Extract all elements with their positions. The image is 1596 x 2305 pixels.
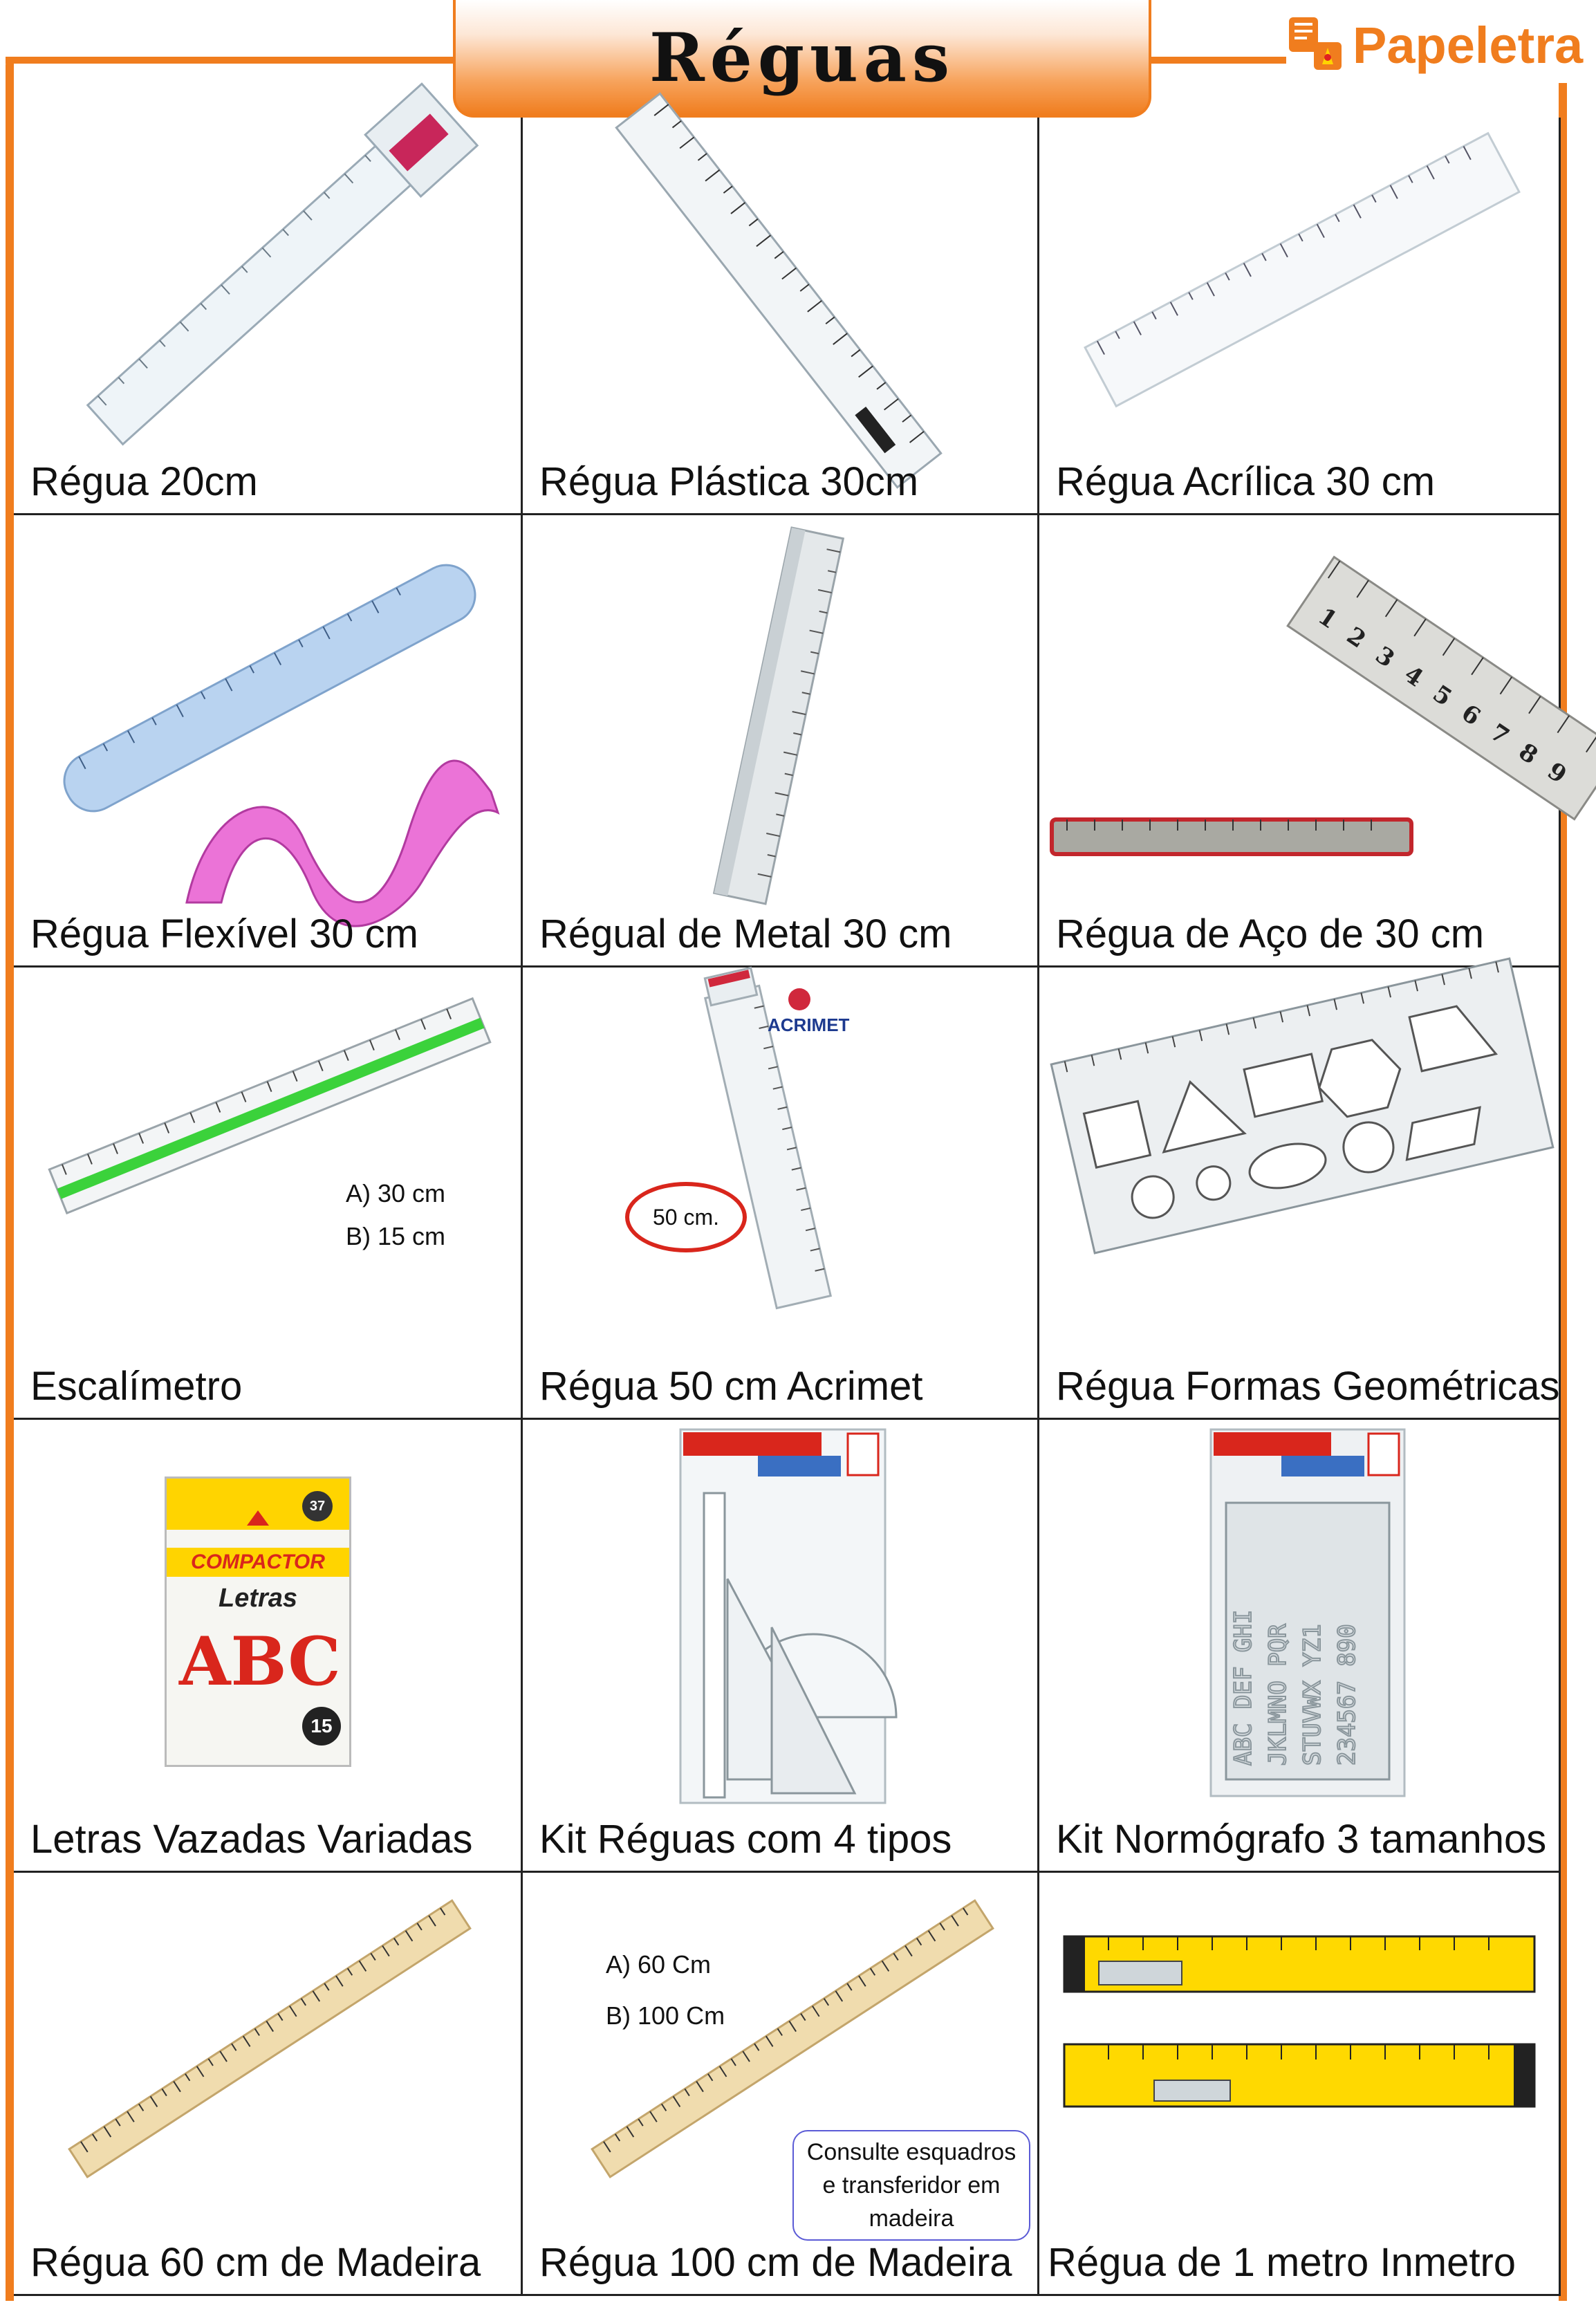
product-card[interactable] [1039, 118, 1559, 513]
product-card[interactable] [523, 1873, 1037, 2294]
svg-text:8: 8 [1513, 737, 1543, 770]
product-card[interactable] [14, 118, 521, 513]
product-card[interactable] [523, 968, 1037, 1418]
geometric-stencil-icon [1039, 968, 1559, 1418]
product-caption: Letras Vazadas Variadas [30, 1817, 473, 1862]
product-caption: Régua Acrílica 30 cm [1056, 459, 1436, 504]
product-caption: Régua 50 cm Acrimet [539, 1364, 923, 1409]
grid-divider [1559, 118, 1561, 2296]
product-card[interactable] [1039, 515, 1572, 965]
info-callout-line: madeira [869, 2205, 954, 2232]
info-callout-line: e transferidor em [822, 2172, 1001, 2198]
svg-text:ABC DEF GHI: ABC DEF GHI [1230, 1609, 1257, 1766]
product-caption: Régua Formas Geométricas [1056, 1364, 1560, 1409]
folding-meter-icon [1039, 1873, 1559, 2294]
product-caption: Régua de Aço de 30 cm [1056, 911, 1485, 956]
ruler-kit-icon [523, 1420, 1037, 1871]
box-badge: 37 [302, 1491, 333, 1521]
svg-text:5: 5 [1427, 679, 1457, 712]
product-caption: Escalímetro [30, 1364, 243, 1409]
arrow-up-icon [247, 1510, 269, 1526]
product-caption: Régua de 1 metro Inmetro [1048, 2240, 1516, 2285]
product-card[interactable] [14, 515, 521, 965]
svg-text:6: 6 [1456, 698, 1486, 732]
frame-left-line [6, 57, 14, 2301]
acrimet-brand-label: ACRIMET [768, 1015, 850, 1035]
flexible-ruler-icon [14, 515, 521, 965]
steel-ruler-icon [1039, 515, 1572, 965]
grid-divider [14, 2294, 1559, 2296]
svg-text:2: 2 [1342, 622, 1371, 654]
svg-text:9: 9 [1542, 757, 1572, 790]
page-title: Réguas [649, 18, 956, 97]
metal-ruler-icon [523, 515, 1037, 965]
box-brand: COMPACTOR [167, 1548, 349, 1577]
acrylic-ruler-icon [1039, 118, 1559, 513]
size-option: A) 60 Cm [606, 1950, 712, 1979]
size-option: B) 15 cm [346, 1222, 446, 1250]
size-option: A) 30 cm [346, 1179, 446, 1207]
product-caption: Régual de Metal 30 cm [539, 911, 952, 956]
box-count-badge: 15 [302, 1707, 341, 1746]
size-callout: 50 cm. [625, 1182, 747, 1252]
product-card[interactable] [523, 118, 1037, 513]
ruler-in-package-icon [14, 118, 521, 513]
svg-text:1: 1 [1312, 602, 1342, 635]
product-caption: Régua Flexível 30 cm [30, 911, 418, 956]
papeletra-logo-icon [1286, 15, 1347, 75]
info-callout-line: Consulte esquadros [806, 2139, 1017, 2165]
product-caption: Régua 100 cm de Madeira [539, 2240, 1012, 2285]
lettering-guide-icon [1039, 1420, 1559, 1871]
product-card[interactable] [14, 1420, 521, 1871]
svg-text:7: 7 [1485, 718, 1514, 751]
plastic-ruler-icon [523, 118, 1037, 513]
product-card[interactable] [523, 1420, 1037, 1871]
page-title-tab [453, 0, 1151, 118]
info-callout [792, 2130, 1030, 2241]
svg-text:4: 4 [1399, 660, 1429, 693]
product-caption: Kit Normógrafo 3 tamanhos [1056, 1817, 1547, 1862]
svg-text:STUVWX YZ1: STUVWX YZ1 [1299, 1624, 1326, 1766]
box-big-letters: ABC [179, 1622, 341, 1701]
svg-text:234567 890: 234567 890 [1333, 1624, 1361, 1766]
brand-name: Papeletra [1353, 16, 1584, 74]
product-card[interactable] [1039, 1420, 1559, 1871]
wooden-ruler-icon [14, 1873, 521, 2294]
brand-logo [1286, 7, 1590, 83]
svg-text:JKLMNO PQR: JKLMNO PQR [1264, 1624, 1292, 1766]
svg-text:3: 3 [1370, 641, 1400, 674]
product-card[interactable] [14, 968, 521, 1418]
product-card[interactable] [1039, 1873, 1559, 2294]
product-caption: Régua Plástica 30cm [539, 459, 919, 504]
letter-stencil-box-icon [165, 1477, 351, 1767]
product-caption: Kit Réguas com 4 tipos [539, 1817, 952, 1862]
box-title: Letras [218, 1584, 298, 1613]
product-card[interactable] [14, 1873, 521, 2294]
product-card[interactable] [523, 515, 1037, 965]
product-card[interactable] [1039, 968, 1559, 1418]
product-caption: Régua 60 cm de Madeira [30, 2240, 481, 2285]
size-option: B) 100 Cm [606, 2001, 725, 2030]
product-grid [14, 118, 1572, 2296]
product-caption: Régua 20cm [30, 459, 258, 504]
